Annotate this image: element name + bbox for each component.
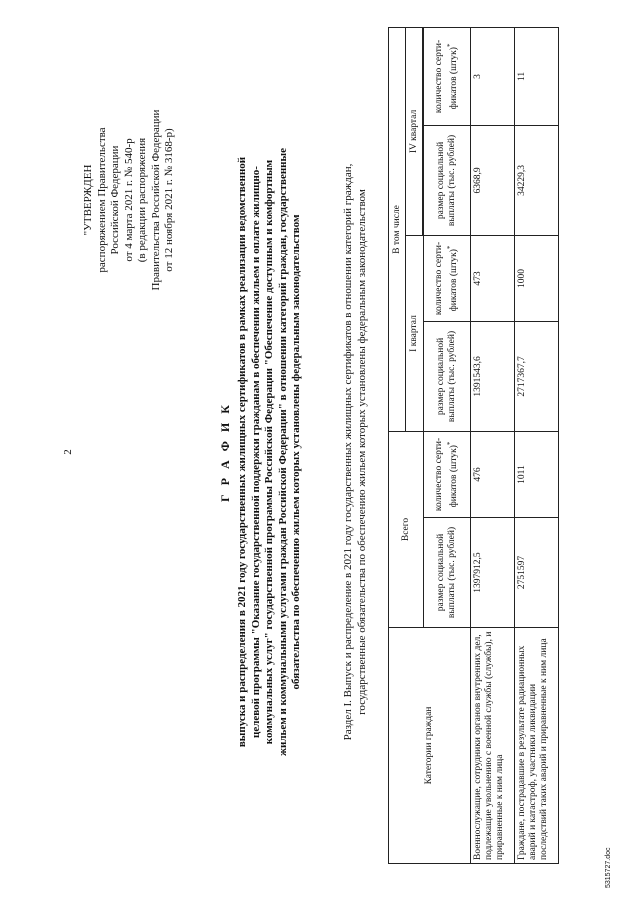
- section-heading: [342, 42, 369, 862]
- header-q1: I квартал: [406, 235, 424, 431]
- row-total-amount: 2751597: [515, 518, 559, 628]
- row-total-amount: 1397912,5: [471, 518, 515, 628]
- row-q1-count: 1000: [515, 235, 559, 321]
- header-row: [389, 27, 406, 863]
- header-total-amount: размер социальной выплаты (тыс. рублей): [424, 518, 471, 628]
- header-q4-amount: размер социальной выплаты (тыс. рублей): [424, 125, 471, 235]
- subtitle-line: обязательства по обеспечению жильем которых установлены федеральным законодательством: [290, 214, 302, 690]
- header-total: Всего: [389, 431, 424, 627]
- approval-line: Российской Федерации: [109, 145, 121, 255]
- approval-line: (в редакции распоряжения: [136, 137, 148, 263]
- approval-line: от 12 ноября 2021 г. № 3168-р): [163, 128, 175, 272]
- table-row: [515, 27, 559, 863]
- approval-line: "УТВЕРЖДЕН: [82, 164, 94, 236]
- row-total-count: 476: [471, 431, 515, 517]
- row-q4-amount: 6368,9: [471, 125, 515, 235]
- header-category: Категории граждан: [389, 628, 471, 864]
- header-q1-count: количество серти- фикатов (штук)*: [424, 235, 471, 321]
- row-q4-count: 11: [515, 27, 559, 125]
- row-category: Граждане, пострадавшие в результате радиационных аварий и катастроф, участники ликвидации последствий таких аварий и приравненные к ним лица: [515, 628, 559, 864]
- document-page: [20, 12, 620, 892]
- header-including: В том числе: [389, 27, 406, 431]
- subtitle-line: коммунальных услуг" государственной программы Российской Федерации "Обеспечение доступным и комфортным: [263, 159, 275, 745]
- approval-stamp: [82, 50, 177, 350]
- row-q4-count: 3: [471, 27, 515, 125]
- row-category: Военнослужащие, сотрудники органов внутренних дел, подлежащие увольнению с военной службы (службы), и приравненные к ним лица: [471, 628, 515, 864]
- row-q1-count: 473: [471, 235, 515, 321]
- document-reference: 5315727.doc: [605, 847, 612, 888]
- row-q1-amount: 1391543,6: [471, 321, 515, 431]
- section-line: Раздел I. Выпуск и распределение в 2021 году государственных жилищных сертификатов в отношении категорий граждан,: [342, 163, 354, 741]
- subtitle-line: выпуска и распределения в 2021 году государственных жилищных сертификатов в рамках реализации ведомственной: [236, 156, 248, 748]
- approval-line: от 4 марта 2021 г. № 540-р: [122, 138, 135, 262]
- approval-line: распоряжением Правительства: [95, 127, 108, 273]
- header-q1-amount: размер социальной выплаты (тыс. рублей): [424, 321, 471, 431]
- table-row: [471, 27, 515, 863]
- header-q4: IV квартал: [406, 27, 423, 235]
- header-q4-count: количество серти- фикатов (штук)*: [424, 27, 471, 125]
- row-q4-amount: 34229,3: [515, 125, 559, 235]
- page-number: 2: [62, 449, 74, 455]
- row-total-count: 1011: [515, 431, 559, 517]
- subtitle-line: целевой программы "Оказание государственной поддержки гражданам в обеспечении жильем и оплате жилищно-: [249, 166, 262, 738]
- subtitle-line: жильем и коммунальными услугами граждан Российской Федерации" в отношении категорий граждан, государственные: [276, 148, 289, 756]
- section-line: государственные обязательства по обеспечению жильем которых установлены федеральным законодательством: [355, 189, 368, 715]
- row-q1-amount: 2717367,7: [515, 321, 559, 431]
- header-total-count: количество серти- фикатов (штук)*: [424, 431, 471, 517]
- document-title: Г Р А Ф И К: [218, 402, 232, 502]
- document-subtitle: [236, 20, 304, 884]
- approval-line: Правительства Российской Федерации: [149, 109, 162, 291]
- certificates-table: [388, 27, 559, 864]
